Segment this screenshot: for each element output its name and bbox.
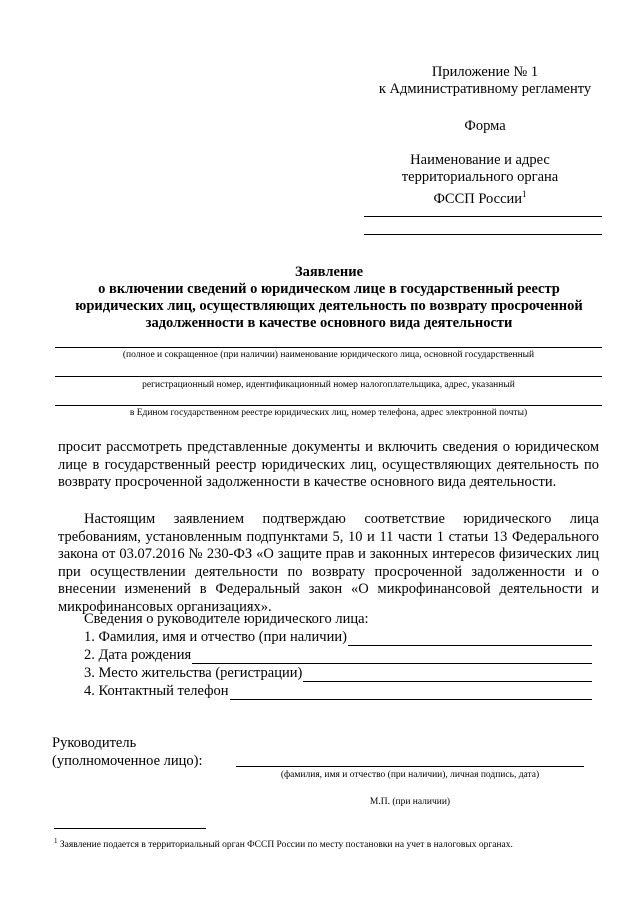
authority-line-2[interactable] bbox=[364, 234, 602, 235]
document-title: Заявление bbox=[294, 264, 364, 280]
footnote-text: $^1$ Заявление подается в территориальный орган ФССП России по месту постановки на учет в налоговых органах. bbox=[54, 837, 513, 851]
field-full-name[interactable] bbox=[84, 629, 592, 646]
applicant-line-3[interactable] bbox=[55, 405, 602, 406]
document-subtitle-2: юридических лиц, осуществляющих деятельность по возврату просроченной bbox=[75, 298, 583, 314]
applicant-line-2[interactable] bbox=[55, 376, 602, 377]
document-subtitle-3: задолженности в качестве основного вида деятельности bbox=[145, 315, 513, 331]
field-residence-label: 3. Место жительства (регистрации) bbox=[84, 665, 303, 681]
stamp-label: М.П. (при наличии) bbox=[369, 797, 451, 807]
footnote-ref: 1 bbox=[522, 189, 527, 199]
field-residence[interactable] bbox=[84, 665, 592, 682]
footnote-mark: 1 bbox=[54, 837, 58, 845]
authority-label-2: территориального органа bbox=[401, 169, 559, 185]
footnote-divider bbox=[54, 828, 206, 829]
signature-line[interactable] bbox=[236, 766, 584, 767]
appendix-label: Приложение № 1 bbox=[431, 64, 539, 80]
field-birth-date[interactable] bbox=[84, 647, 592, 664]
applicant-line-1[interactable] bbox=[55, 347, 602, 348]
applicant-caption-3: в Едином государственном реестре юридических лиц, номер телефона, адрес электронной почты) bbox=[129, 408, 528, 418]
manager-info-heading: Сведения о руководителе юридического лица: bbox=[84, 611, 369, 627]
authority-label-1: Наименование и адрес bbox=[410, 152, 550, 168]
regulation-label: к Административному регламенту bbox=[378, 81, 592, 97]
authority-line-1[interactable] bbox=[364, 216, 602, 217]
request-paragraph: просит рассмотреть представленные документы и включить сведения о юридическом лице в государственный реестр юридических лиц, осуществляющих деятельность по возврату просроченной задолженности в качестве основного вида деятельности. bbox=[58, 439, 599, 491]
signatory-label-1: Руководитель bbox=[52, 735, 137, 751]
signature-caption: (фамилия, имя и отчество (при наличии), личная подпись, дата) bbox=[280, 770, 540, 780]
field-birth-date-label: 2. Дата рождения bbox=[84, 647, 192, 663]
applicant-caption-2: регистрационный номер, идентификационный номер налогоплательщика, адрес, указанный bbox=[142, 380, 515, 390]
document-subtitle-1: о включении сведений о юридическом лице в государственный реестр bbox=[98, 281, 560, 297]
field-phone[interactable] bbox=[84, 683, 592, 700]
applicant-caption-1: (полное и сокращенное (при наличии) наименование юридического лица, основной государственный bbox=[122, 350, 535, 360]
signatory-label-2: (уполномоченное лицо): bbox=[52, 753, 203, 769]
authority-label-3: ФССП России$^1$ bbox=[433, 189, 527, 207]
field-full-name-label: 1. Фамилия, имя и отчество (при наличии) bbox=[84, 629, 347, 645]
field-phone-label: 4. Контактный телефон bbox=[84, 683, 229, 699]
confirmation-paragraph: Настоящим заявлением подтверждаю соответствие юридического лица требованиям, установленным подпунктами 5, 10 и 11 части 1 статьи 13 Федерального закона от 03.07.2016 № 230-ФЗ «О защите прав и законных интересов физических лиц при осуществлении деятельности по возврату просроченной задолженности и о внесении изменений в Федеральный закон «О микрофинансовой деятельности и микрофинансовых организациях». bbox=[58, 511, 599, 615]
form-label: Форма bbox=[464, 118, 506, 134]
